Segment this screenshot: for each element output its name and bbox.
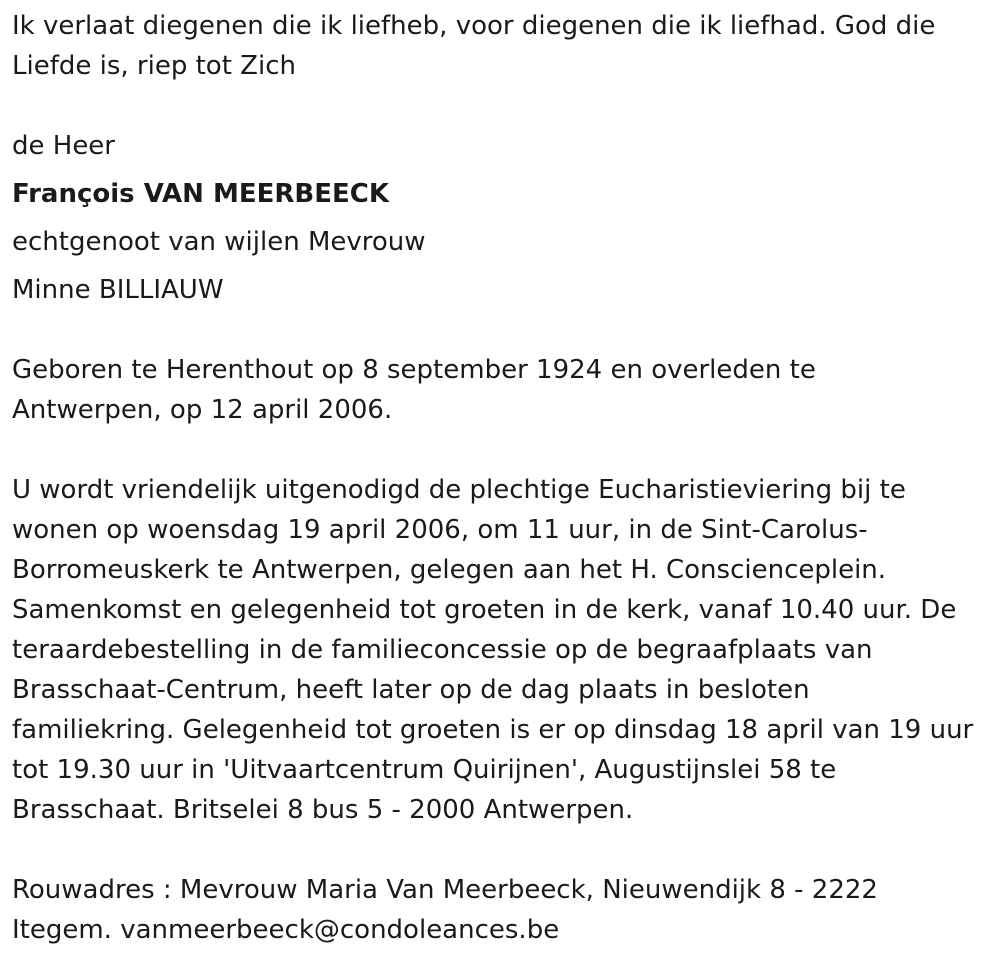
deceased-block — [12, 126, 992, 310]
address-line-2 — [12, 910, 992, 950]
ceremony-line: tot 19.30 uur in 'Uitvaartcentrum Quirijnen', Augustijnslei 58 te — [12, 755, 837, 785]
ceremony-line: familiekring. Gelegenheid tot groeten is er op dinsdag 18 april van 19 uur — [12, 715, 974, 745]
spacer — [12, 830, 992, 870]
deceased-name: François VAN MEERBEECK — [12, 179, 389, 209]
ceremony-block — [12, 470, 992, 830]
ceremony-line: U wordt vriendelijk uitgenodigd de plechtige Eucharistieviering bij te — [12, 475, 906, 505]
intro-line-1: Ik verlaat diegenen die ik liefheb, voor diegenen die ik liefhad. God die — [12, 11, 936, 41]
birth-death-block — [12, 350, 992, 430]
birth-death-line-2: Antwerpen, op 12 april 2006. — [12, 395, 393, 425]
ceremony-line: Brasschaat. Britselei 8 bus 5 - 2000 Antwerpen. — [12, 795, 634, 825]
ceremony-line: teraardebestelling in de familieconcessie op de begraafplaats van — [12, 635, 873, 665]
spouse-name: Minne BILLIAUW — [12, 275, 224, 305]
deceased-relation: echtgenoot van wijlen Mevrouw — [12, 227, 426, 257]
mourning-address-block — [12, 870, 992, 950]
birth-death-line-1: Geboren te Herenthout op 8 september 1924 en overleden te — [12, 355, 816, 385]
ceremony-line: Samenkomst en gelegenheid tot groeten in de kerk, vanaf 10.40 uur. De — [12, 595, 957, 625]
address-line-1: Rouwadres : Mevrouw Maria Van Meerbeeck, Nieuwendijk 8 - 2222 — [12, 875, 878, 905]
deceased-title: de Heer — [12, 131, 115, 161]
spacer — [12, 310, 992, 350]
ceremony-line: wonen op woensdag 19 april 2006, om 11 uur, in de Sint-Carolus- — [12, 515, 868, 545]
spacer — [12, 86, 992, 126]
address-city: Itegem. — [12, 915, 121, 945]
condolence-email: vanmeerbeeck@condoleances.be — [120, 915, 560, 945]
intro-quote — [12, 6, 992, 86]
ceremony-line: Brasschaat-Centrum, heeft later op de dag plaats in besloten — [12, 675, 810, 705]
spacer — [12, 430, 992, 470]
obituary-document — [12, 6, 992, 950]
ceremony-line: Borromeuskerk te Antwerpen, gelegen aan het H. Conscienceplein. — [12, 555, 887, 585]
intro-line-2: Liefde is, riep tot Zich — [12, 51, 296, 81]
